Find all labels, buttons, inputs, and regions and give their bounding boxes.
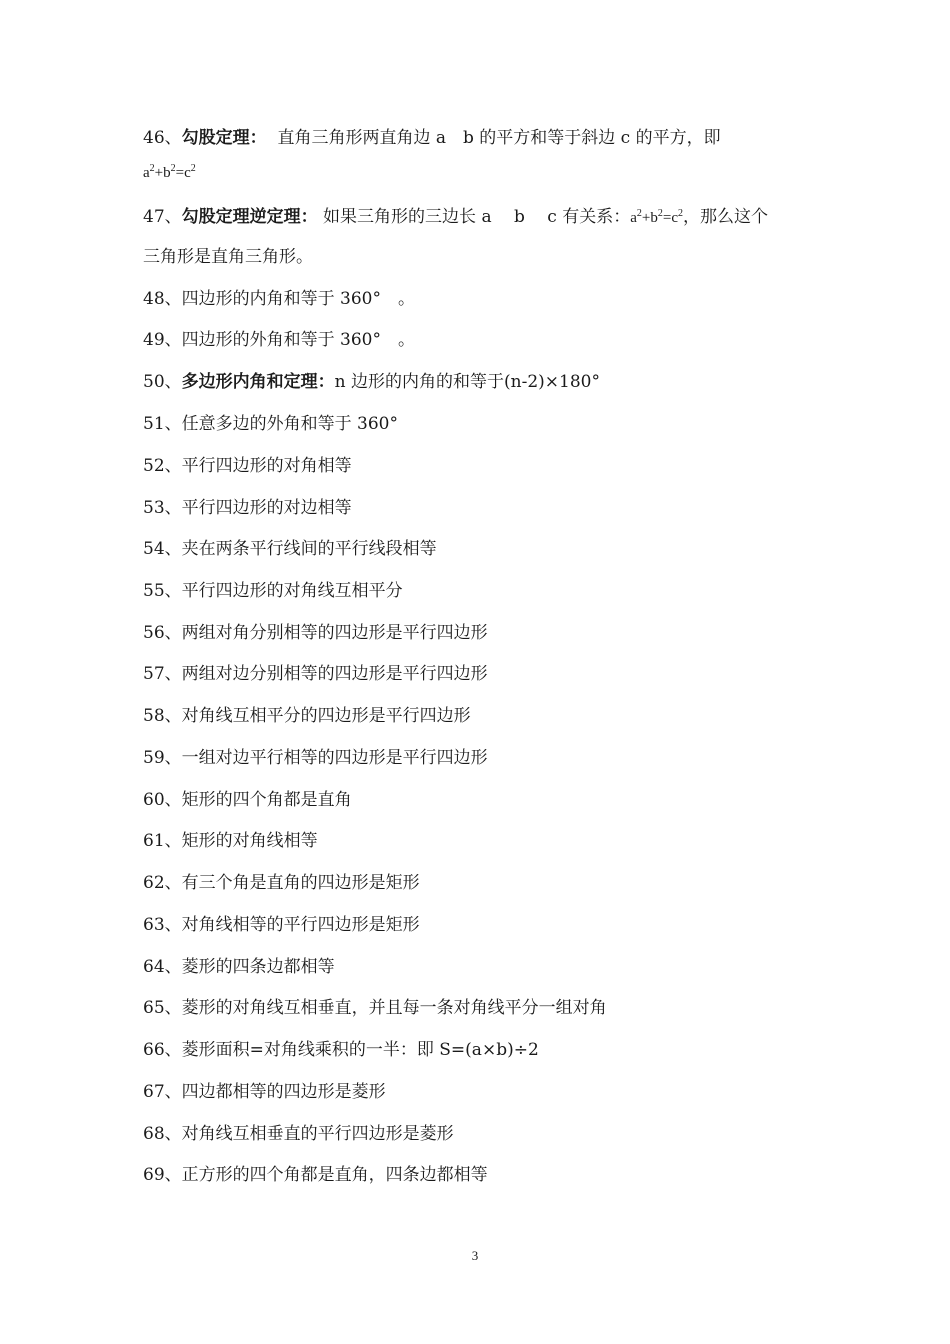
theorem-69: 69、正方形的四个角都是直角，四条边都相等 <box>143 1165 488 1185</box>
theorem-49: 49、四边形的外角和等于 360° 。 <box>143 330 415 350</box>
theorem-55: 55、平行四边形的对角线互相平分 <box>143 581 403 601</box>
theorem-48: 48、四边形的内角和等于 360° 。 <box>143 289 415 309</box>
theorem-52: 52、平行四边形的对角相等 <box>143 456 352 476</box>
theorem-59: 59、一组对边平行相等的四边形是平行四边形 <box>143 748 488 768</box>
theorem-text: 如果三角形的三边长 a b c 有关系： <box>323 207 631 227</box>
theorem-53: 53、平行四边形的对边相等 <box>143 498 352 518</box>
theorem-61: 61、矩形的对角线相等 <box>143 831 318 851</box>
theorem-46 <box>143 127 840 149</box>
theorem-text: 三角形是直角三角形。 <box>143 247 313 267</box>
theorem-60: 60、矩形的四个角都是直角 <box>143 790 352 810</box>
theorem-text: 直角三角形两直角边 a b 的平方和等于斜边 c 的平方，即 <box>277 128 721 148</box>
theorem-54: 54、夹在两条平行线间的平行线段相等 <box>143 539 437 559</box>
converse-formula: $a^2+b^2=c^2$ <box>630 208 683 226</box>
theorem-67: 67、四边都相等的四边形是菱形 <box>143 1082 386 1102</box>
theorem-66: 66、菱形面积=对角线乘积的一半：即 S=(a×b)÷2 <box>143 1040 539 1060</box>
theorem-title: 勾股定理： <box>181 128 267 148</box>
theorem-50 <box>143 371 840 393</box>
theorem-58: 58、对角线互相平分的四边形是平行四边形 <box>143 706 471 726</box>
page-number: 3 <box>471 1248 479 1263</box>
item-number: 46、 <box>143 128 182 148</box>
theorem-56: 56、两组对角分别相等的四边形是平行四边形 <box>143 623 488 643</box>
theorem-57: 57、两组对边分别相等的四边形是平行四边形 <box>143 664 488 684</box>
theorem-68: 68、对角线互相垂直的平行四边形是菱形 <box>143 1124 454 1144</box>
theorem-62: 62、有三个角是直角的四边形是矩形 <box>143 873 420 893</box>
theorem-63: 63、对角线相等的平行四边形是矩形 <box>143 915 420 935</box>
pythagorean-formula: $a^2+b^2=c^2$ <box>143 163 196 181</box>
theorem-47 <box>143 206 840 229</box>
theorem-title: 多边形内角和定理： <box>181 372 335 392</box>
theorem-47-continued <box>143 246 840 268</box>
theorem-title: 勾股定理逆定理： <box>181 207 318 227</box>
theorem-text-tail: ，那么这个 <box>682 207 768 227</box>
theorem-51: 51、任意多边的外角和等于 360° <box>143 414 398 434</box>
theorem-64: 64、菱形的四条边都相等 <box>143 957 335 977</box>
item-number: 50、 <box>143 372 182 392</box>
item-number: 47、 <box>143 207 182 227</box>
theorem-text: n 边形的内角的和等于(n-2)×180° <box>334 372 600 392</box>
theorem-65: 65、菱形的对角线互相垂直，并且每一条对角线平分一组对角 <box>143 998 607 1018</box>
